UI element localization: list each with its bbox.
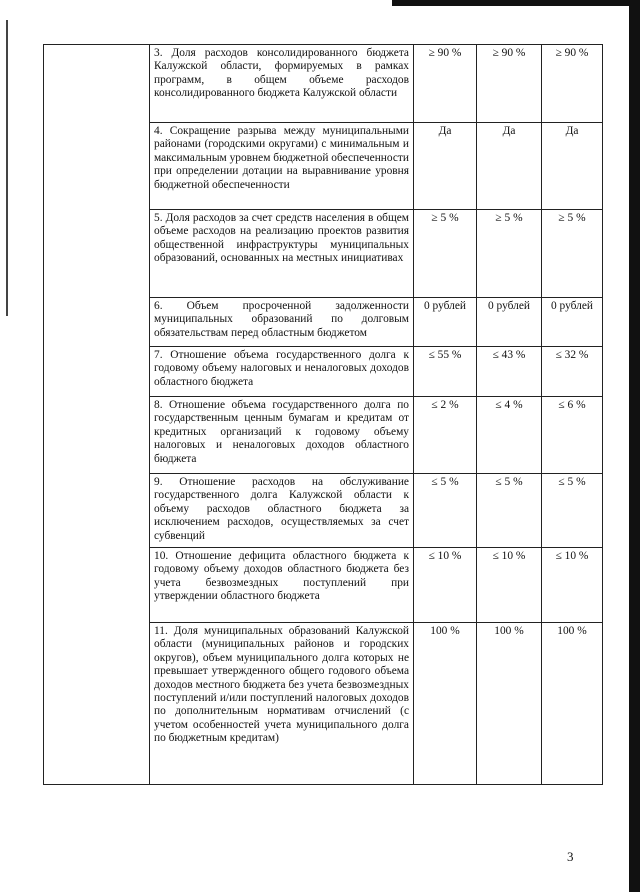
indicator-value-year3: 0 рублей <box>542 298 603 347</box>
indicator-value-year1: ≤ 55 % <box>414 347 477 397</box>
indicator-value-year3: ≥ 90 % <box>542 45 603 123</box>
indicator-value-year3: 100 % <box>542 623 603 785</box>
indicator-value-year3: ≥ 5 % <box>542 210 603 298</box>
table-row <box>44 45 603 123</box>
indicator-value-year3: ≤ 10 % <box>542 548 603 623</box>
indicator-description: 5. Доля расходов за счет средств населения в общем объеме расходов на реализацию проектов развития общественной инфраструктуры муниципальных образований, основанных на местных инициативах <box>150 210 414 298</box>
indicator-value-year2: ≤ 10 % <box>477 548 542 623</box>
indicators-table <box>43 44 603 785</box>
scan-edge-right <box>629 0 640 892</box>
indicator-value-year2: ≤ 5 % <box>477 474 542 548</box>
indicator-value-year2: ≥ 5 % <box>477 210 542 298</box>
merged-left-cell <box>44 45 150 785</box>
indicator-value-year2: Да <box>477 123 542 210</box>
indicator-value-year3: ≤ 6 % <box>542 397 603 474</box>
scan-edge-top <box>392 0 640 6</box>
indicator-value-year1: ≤ 5 % <box>414 474 477 548</box>
indicator-description: 4. Сокращение разрыва между муниципальными районами (городскими округами) с минимальным и максимальным уровнем бюджетной обеспеченности при определении дотации на выравнивание уровня бюджетной обеспеченности <box>150 123 414 210</box>
indicator-value-year1: Да <box>414 123 477 210</box>
indicator-value-year3: Да <box>542 123 603 210</box>
indicator-value-year2: 100 % <box>477 623 542 785</box>
indicator-value-year2: ≤ 4 % <box>477 397 542 474</box>
page-number: 3 <box>567 849 574 864</box>
indicator-value-year2: 0 рублей <box>477 298 542 347</box>
indicator-value-year1: ≥ 90 % <box>414 45 477 123</box>
indicator-description: 10. Отношение дефицита областного бюджета к годовому объему доходов областного бюджета без учета безвозмездных поступлений при утверждении областного бюджета <box>150 548 414 623</box>
indicator-value-year1: 100 % <box>414 623 477 785</box>
indicator-description: 8. Отношение объема государственного долга по государственным ценным бумагам и кредитам от кредитных организаций к годовому объему налоговых и неналоговых доходов областного бюджета <box>150 397 414 474</box>
indicator-value-year1: ≤ 2 % <box>414 397 477 474</box>
indicator-value-year1: 0 рублей <box>414 298 477 347</box>
indicator-description: 11. Доля муниципальных образований Калужской области (муниципальных районов и городских округов), объем муниципального долга которых не превышает утвержденного общего годового объема доходов местного бюджета без учета безвозмездных поступлений и/или поступлений налоговых доходов по дополнительным нормативам отчислений (с учетом особенностей учета муниципального долга по бюджетным кредитам) <box>150 623 414 785</box>
indicator-value-year3: ≤ 5 % <box>542 474 603 548</box>
indicator-description: 9. Отношение расходов на обслуживание государственного долга Калужской области к объему расходов областного бюджета за исключением расходов, осуществляемых за счет субвенций <box>150 474 414 548</box>
indicator-value-year2: ≥ 90 % <box>477 45 542 123</box>
indicator-description: 3. Доля расходов консолидированного бюджета Калужской области, формируемых в рамках программ, в общем объеме расходов консолидированного бюджета Калужской области <box>150 45 414 123</box>
indicator-value-year2: ≤ 43 % <box>477 347 542 397</box>
indicator-value-year1: ≥ 5 % <box>414 210 477 298</box>
indicator-value-year3: ≤ 32 % <box>542 347 603 397</box>
indicator-description: 7. Отношение объема государственного долга к годовому объему налоговых и неналоговых доходов областного бюджета <box>150 347 414 397</box>
indicator-description: 6. Объем просроченной задолженности муниципальных образований по долговым обязательствам перед областным бюджетом <box>150 298 414 347</box>
scan-mark-left <box>6 20 8 316</box>
indicator-value-year1: ≤ 10 % <box>414 548 477 623</box>
